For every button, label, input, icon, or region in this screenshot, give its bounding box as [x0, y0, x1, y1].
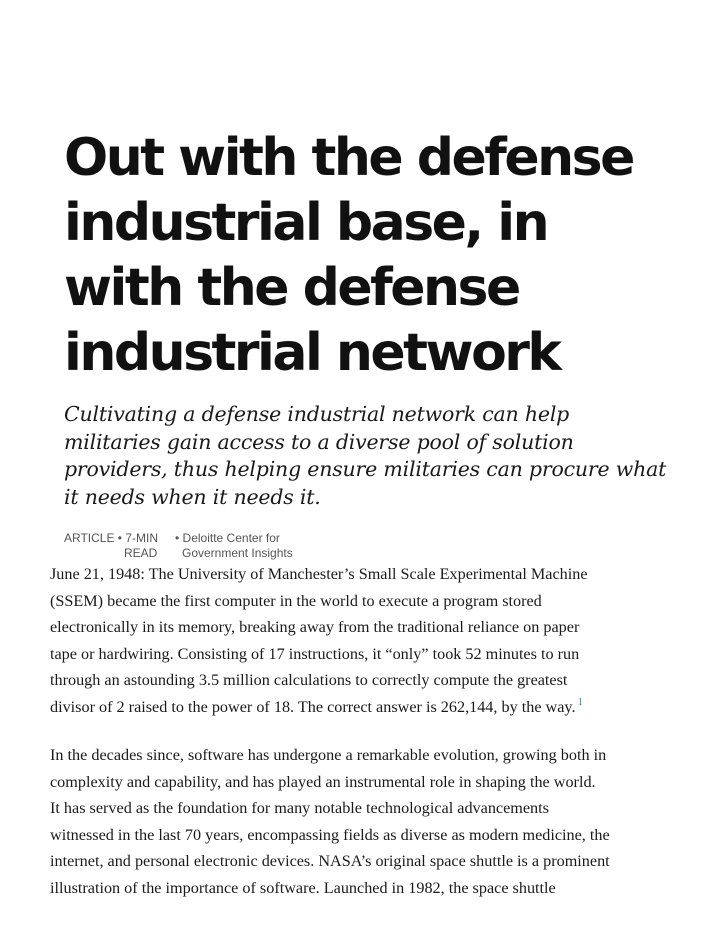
article-title-line: industrial network: [64, 323, 560, 383]
article-title-line: industrial base, in: [64, 193, 548, 253]
paragraph-line: It has served as the foundation for many notable technological advancements: [50, 799, 549, 817]
paragraph-line: [50, 694, 665, 721]
paragraph-line: through an astounding 3.5 million calculations to correctly compute the greatest: [50, 671, 568, 689]
paragraph-line: June 21, 1948: The University of Manchester’s Small Scale Experimental Machine: [50, 565, 588, 583]
paragraph-line: In the decades since, software has undergone a remarkable evolution, growing both in: [50, 746, 607, 764]
author-link-line[interactable]: Government Insights: [182, 546, 293, 560]
article-type-label: ARTICLE • 7-MIN: [64, 531, 158, 545]
paragraph-line: electronically in its memory, breaking away from the traditional reliance on paper: [50, 618, 580, 636]
article-title-line: with the defense: [64, 258, 519, 318]
paragraph-line: (SSEM) became the first computer in the world to execute a program stored: [50, 591, 542, 610]
article-paragraph: [50, 561, 665, 720]
paragraph-line: tape or hardwiring. Consisting of 17 instructions, it “only” took 52 minutes to run: [50, 644, 580, 663]
author-link-line[interactable]: • Deloitte Center for: [175, 531, 280, 545]
article-type-meta: [64, 531, 164, 561]
article-paragraph: [50, 742, 665, 901]
paragraph-line: witnessed in the last 70 years, encompassing fields as diverse as modern medicine, the: [50, 825, 610, 844]
article-dek: [64, 401, 684, 511]
article-dek-line: militaries gain access to a diverse pool of solution: [64, 429, 574, 454]
article-title-line: Out with the defense: [64, 128, 633, 188]
article-dek-line: Cultivating a defense industrial network can help: [64, 402, 570, 426]
read-time-label: READ: [124, 546, 158, 560]
paragraph-line-text: divisor of 2 raised to the power of 18. The correct answer is 262,144, by the way.: [50, 697, 576, 716]
article-author-meta[interactable]: [175, 531, 335, 561]
article-title: [64, 126, 694, 386]
article-dek-line: it needs when it needs it.: [64, 484, 321, 509]
paragraph-line: complexity and capability, and has played an instrumental role in shaping the world.: [50, 772, 596, 791]
footnote-link[interactable]: 1: [577, 695, 584, 708]
paragraph-line: illustration of the importance of software. Launched in 1982, the space shuttle: [50, 878, 556, 897]
article-dek-line: providers, thus helping ensure militaries can procure what: [64, 457, 667, 481]
paragraph-line: internet, and personal electronic devices. NASA’s original space shuttle is a prominent: [50, 852, 610, 870]
